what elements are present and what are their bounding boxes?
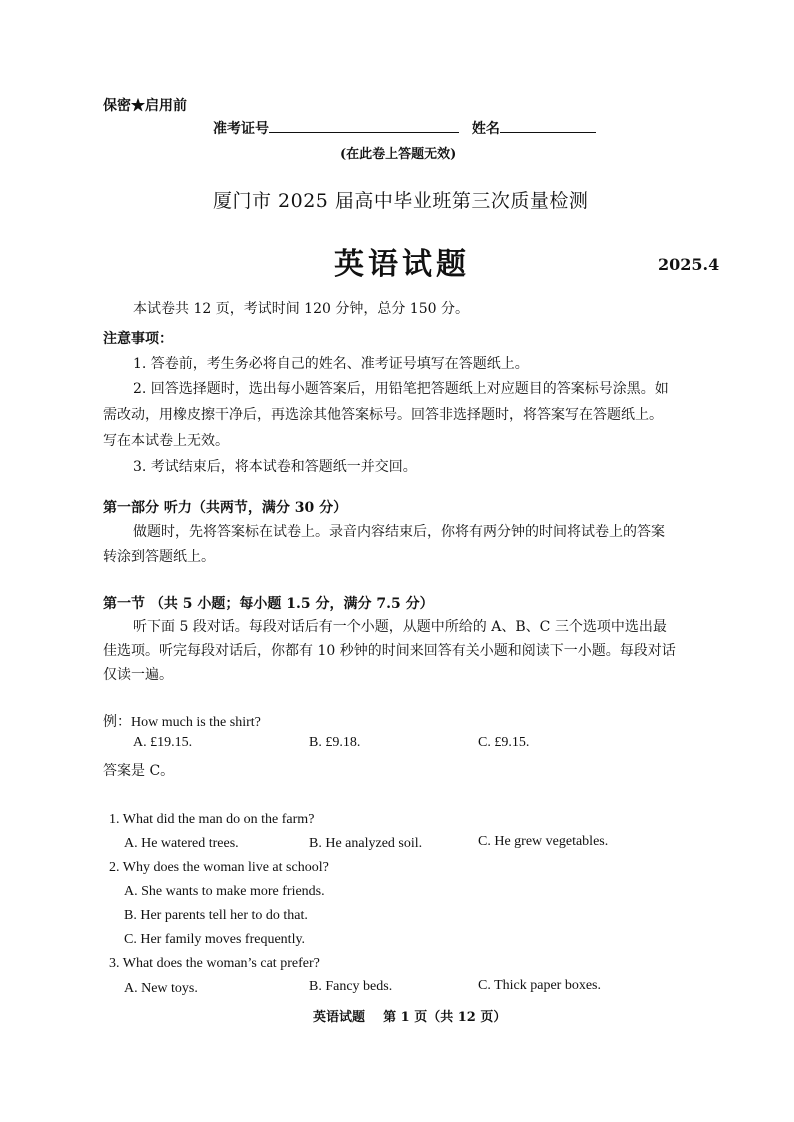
notes-heading: 注意事项： — [103, 331, 173, 347]
note-item-2-line-1: 2. 回答选择题时，选出每小题答案后，用铅笔把答题纸上对应题目的答案标号涂黑。如 — [133, 381, 669, 397]
question-2-option-a: A. She wants to make more friends. — [124, 884, 325, 899]
name-blank — [500, 120, 596, 133]
part1-heading: 第一部分 听力（共两节，满分 30 分） — [103, 500, 348, 516]
question-1-option-b: B. He analyzed soil. — [309, 836, 423, 851]
name-label: 姓名 — [471, 121, 500, 137]
example-answer: 答案是 C。 — [103, 763, 175, 779]
part1-line-1: 做题时，先将答案标在试卷上。录音内容结束后，你将有两分钟的时间将试卷上的答案 — [133, 524, 665, 540]
example-question: How much is the shirt? — [131, 715, 261, 730]
exam-id-label: 准考证号 — [213, 121, 269, 137]
example-option-b: B. £9.18. — [309, 735, 361, 750]
example-row — [103, 711, 261, 731]
page-footer: 英语试题 第 1 页（共 12 页） — [313, 1010, 507, 1025]
question-3-option-c: C. Thick paper boxes. — [478, 978, 601, 993]
example-option-c: C. £9.15. — [478, 735, 530, 750]
exam-id-blank — [269, 120, 459, 133]
question-1-option-c: C. He grew vegetables. — [478, 834, 609, 849]
section1-line-3: 仅读一遍。 — [103, 667, 173, 683]
subject-title: 英语试题 — [334, 247, 470, 282]
part1-line-2: 转涂到答题纸上。 — [103, 549, 215, 565]
note-item-2-line-2: 需改动，用橡皮擦干净后，再选涂其他答案标号。回答非选择题时，将答案写在答题纸上。 — [103, 407, 663, 423]
section1-line-1: 听下面 5 段对话。每段对话后有一个小题，从题中所给的 A、B、C 三个选项中选出最 — [133, 619, 667, 635]
exam-title: 厦门市 2025 届高中毕业班第三次质量检测 — [213, 190, 589, 212]
note-item-2-line-3: 写在本试卷上无效。 — [103, 433, 229, 449]
section1-heading: 第一节 （共 5 小题；每小题 1.5 分，满分 7.5 分） — [103, 596, 434, 612]
question-1-stem: 1. What did the man do on the farm? — [109, 812, 315, 827]
question-3-option-a: A. New toys. — [124, 981, 198, 996]
example-option-a: A. £19.15. — [133, 735, 193, 750]
section1-line-2: 佳选项。听完每段对话后，你都有 10 秒钟的时间来回答有关小题和阅读下一小题。每段对话 — [103, 643, 676, 659]
confidential-label: 保密★启用前 — [103, 98, 187, 114]
question-1-option-a: A. He watered trees. — [124, 836, 239, 851]
invalid-note: (在此卷上答题无效) — [340, 147, 457, 162]
example-prefix: 例： — [103, 714, 131, 730]
question-2-stem: 2. Why does the woman live at school? — [109, 860, 329, 875]
intro-text: 本试卷共 12 页，考试时间 120 分钟，总分 150 分。 — [133, 301, 469, 317]
question-2-option-b: B. Her parents tell her to do that. — [124, 908, 308, 923]
question-3-stem: 3. What does the woman’s cat prefer? — [109, 956, 320, 971]
note-item-1: 1. 答卷前，考生务必将自己的姓名、准考证号填写在答题纸上。 — [133, 356, 529, 372]
question-3-option-b: B. Fancy beds. — [309, 979, 393, 994]
note-item-3: 3. 考试结束后，将本试卷和答题纸一并交回。 — [133, 459, 417, 475]
exam-id-row — [213, 118, 596, 138]
question-2-option-c: C. Her family moves frequently. — [124, 932, 306, 947]
exam-date: 2025.4 — [658, 255, 720, 274]
